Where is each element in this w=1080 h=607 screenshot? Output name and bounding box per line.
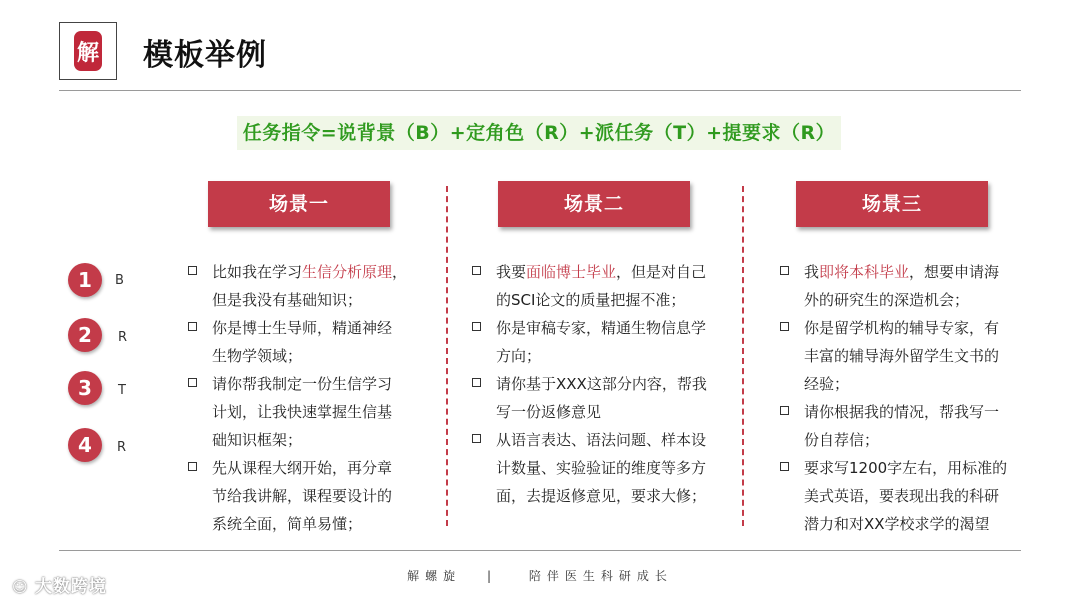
list-item-line	[804, 286, 1028, 314]
list-item-line	[496, 258, 735, 286]
footer-brand: 解螺旋	[407, 569, 462, 583]
list-item	[778, 314, 1028, 398]
list-item-line	[804, 426, 1028, 454]
item-text: 我要	[496, 263, 527, 281]
checkbox-bullet-icon	[780, 266, 789, 275]
list-item	[470, 370, 735, 426]
item-text: 美式英语，要表现出我的科研	[804, 487, 1000, 505]
list-item	[470, 314, 735, 370]
item-text: 我	[804, 263, 820, 281]
list-item	[470, 258, 735, 314]
list-item-line	[496, 286, 735, 314]
item-text: 份自荐信；	[804, 431, 880, 449]
list-item-line	[212, 510, 436, 538]
list-item-line	[496, 426, 735, 454]
list-item-line	[496, 398, 735, 426]
checkbox-bullet-icon	[188, 322, 197, 331]
list-item-line	[496, 314, 735, 342]
list-item	[778, 454, 1028, 538]
list-item-line	[212, 398, 436, 426]
item-text: ，	[392, 263, 408, 281]
logo	[59, 22, 117, 80]
item-text: 请你根据我的情况，帮我写一	[804, 403, 1000, 421]
legend-badge-4: 4	[68, 428, 102, 462]
item-text: 写一份返修意见	[496, 403, 602, 421]
list-item	[778, 398, 1028, 454]
item-text: 的SCI论文的质量把握不准；	[496, 291, 686, 309]
item-text: 请你基于XXX这部分内容，帮我	[496, 375, 707, 393]
seal-logo-icon	[65, 28, 111, 74]
legend-letter-1: B	[115, 273, 124, 288]
footer-divider	[59, 550, 1021, 551]
scene-1-list	[186, 258, 436, 538]
legend-badge-1: 1	[68, 263, 102, 297]
item-text: 请你帮我制定一份生信学习	[212, 375, 393, 393]
list-item-line	[804, 510, 1028, 538]
watermark-logo-icon: ☺	[12, 578, 35, 596]
item-text: ，但是对自己	[616, 263, 707, 281]
svg-text:解: 解	[76, 40, 100, 66]
checkbox-bullet-icon	[472, 378, 481, 387]
checkbox-bullet-icon	[472, 322, 481, 331]
item-text: 你是审稿专家，精通生物信息学	[496, 319, 707, 337]
footer-separator: |	[486, 569, 498, 583]
list-item	[470, 426, 735, 510]
list-item-line	[804, 370, 1028, 398]
watermark	[12, 572, 107, 597]
formula-banner: 任务指令=说背景（B）+定角色（R）+派任务（T）+提要求（R）	[237, 116, 841, 150]
highlight-text: 即将本科毕业	[819, 263, 910, 281]
checkbox-bullet-icon	[472, 266, 481, 275]
checkbox-bullet-icon	[472, 434, 481, 443]
list-item-line	[212, 258, 436, 286]
column-divider	[446, 186, 448, 526]
list-item-line	[212, 426, 436, 454]
list-item-line	[804, 482, 1028, 510]
list-item-line	[212, 286, 436, 314]
list-item-line	[212, 370, 436, 398]
item-text: ，想要申请海	[909, 263, 1000, 281]
item-text: 你是博士生导师，精通神经	[212, 319, 393, 337]
list-item-line	[496, 342, 735, 370]
list-item-line	[496, 482, 735, 510]
scene-2-list	[470, 258, 735, 510]
list-item	[186, 454, 436, 538]
checkbox-bullet-icon	[188, 462, 197, 471]
item-text: 经验；	[804, 375, 850, 393]
column-divider	[742, 186, 744, 526]
legend-letter-4: R	[117, 440, 127, 455]
list-item-line	[212, 342, 436, 370]
list-item-line	[804, 398, 1028, 426]
list-item-line	[212, 482, 436, 510]
item-text: 先从课程大纲开始，再分章	[212, 459, 393, 477]
header-divider	[59, 90, 1021, 91]
item-text: 比如我在学习	[212, 263, 303, 281]
checkbox-bullet-icon	[780, 462, 789, 471]
scene-header-1: 场景一	[208, 181, 390, 227]
item-text: 生物学领域；	[212, 347, 303, 365]
item-text: 面，去提返修意见，要求大修；	[496, 487, 707, 505]
item-text: 础知识框架；	[212, 431, 303, 449]
item-text: 潜力和对XX学校求学的渴望	[804, 515, 990, 533]
list-item-line	[212, 314, 436, 342]
list-item	[186, 314, 436, 370]
watermark-text: 大数跨境	[34, 577, 107, 597]
item-text: 方向；	[496, 347, 542, 365]
item-text: 你是留学机构的辅导专家，有	[804, 319, 1000, 337]
legend-badge-2: 2	[68, 318, 102, 352]
legend-badge-3: 3	[68, 371, 102, 405]
checkbox-bullet-icon	[188, 378, 197, 387]
list-item-line	[804, 314, 1028, 342]
item-text: 丰富的辅导海外留学生文书的	[804, 347, 1000, 365]
legend-letter-2: R	[118, 330, 128, 345]
highlight-text: 生信分析原理	[302, 263, 393, 281]
list-item	[778, 258, 1028, 314]
list-item-line	[496, 454, 735, 482]
list-item-line	[804, 258, 1028, 286]
item-text: 从语言表达、语法问题、样本设	[496, 431, 707, 449]
list-item-line	[496, 370, 735, 398]
list-item	[186, 370, 436, 454]
footer	[0, 567, 1080, 584]
item-text: 系统全面，简单易懂；	[212, 515, 363, 533]
scene-header-3: 场景三	[796, 181, 988, 227]
legend-letter-3: T	[118, 383, 126, 398]
highlight-text: 面临博士毕业	[526, 263, 617, 281]
footer-slogan: 陪伴医生科研成长	[528, 569, 673, 583]
page-title: 模板举例	[143, 38, 267, 73]
item-text: 计数量、实验验证的维度等多方	[496, 459, 707, 477]
list-item-line	[212, 454, 436, 482]
item-text: 但是我没有基础知识；	[212, 291, 363, 309]
list-item-line	[804, 342, 1028, 370]
checkbox-bullet-icon	[780, 322, 789, 331]
list-item-line	[804, 454, 1028, 482]
scene-3-list	[778, 258, 1028, 538]
item-text: 要求写1200字左右，用标准的	[804, 459, 1008, 477]
scene-header-2: 场景二	[498, 181, 690, 227]
item-text: 计划，让我快速掌握生信基	[212, 403, 393, 421]
checkbox-bullet-icon	[188, 266, 197, 275]
checkbox-bullet-icon	[780, 406, 789, 415]
list-item	[186, 258, 436, 314]
item-text: 外的研究生的深造机会；	[804, 291, 970, 309]
item-text: 节给我讲解，课程要设计的	[212, 487, 393, 505]
